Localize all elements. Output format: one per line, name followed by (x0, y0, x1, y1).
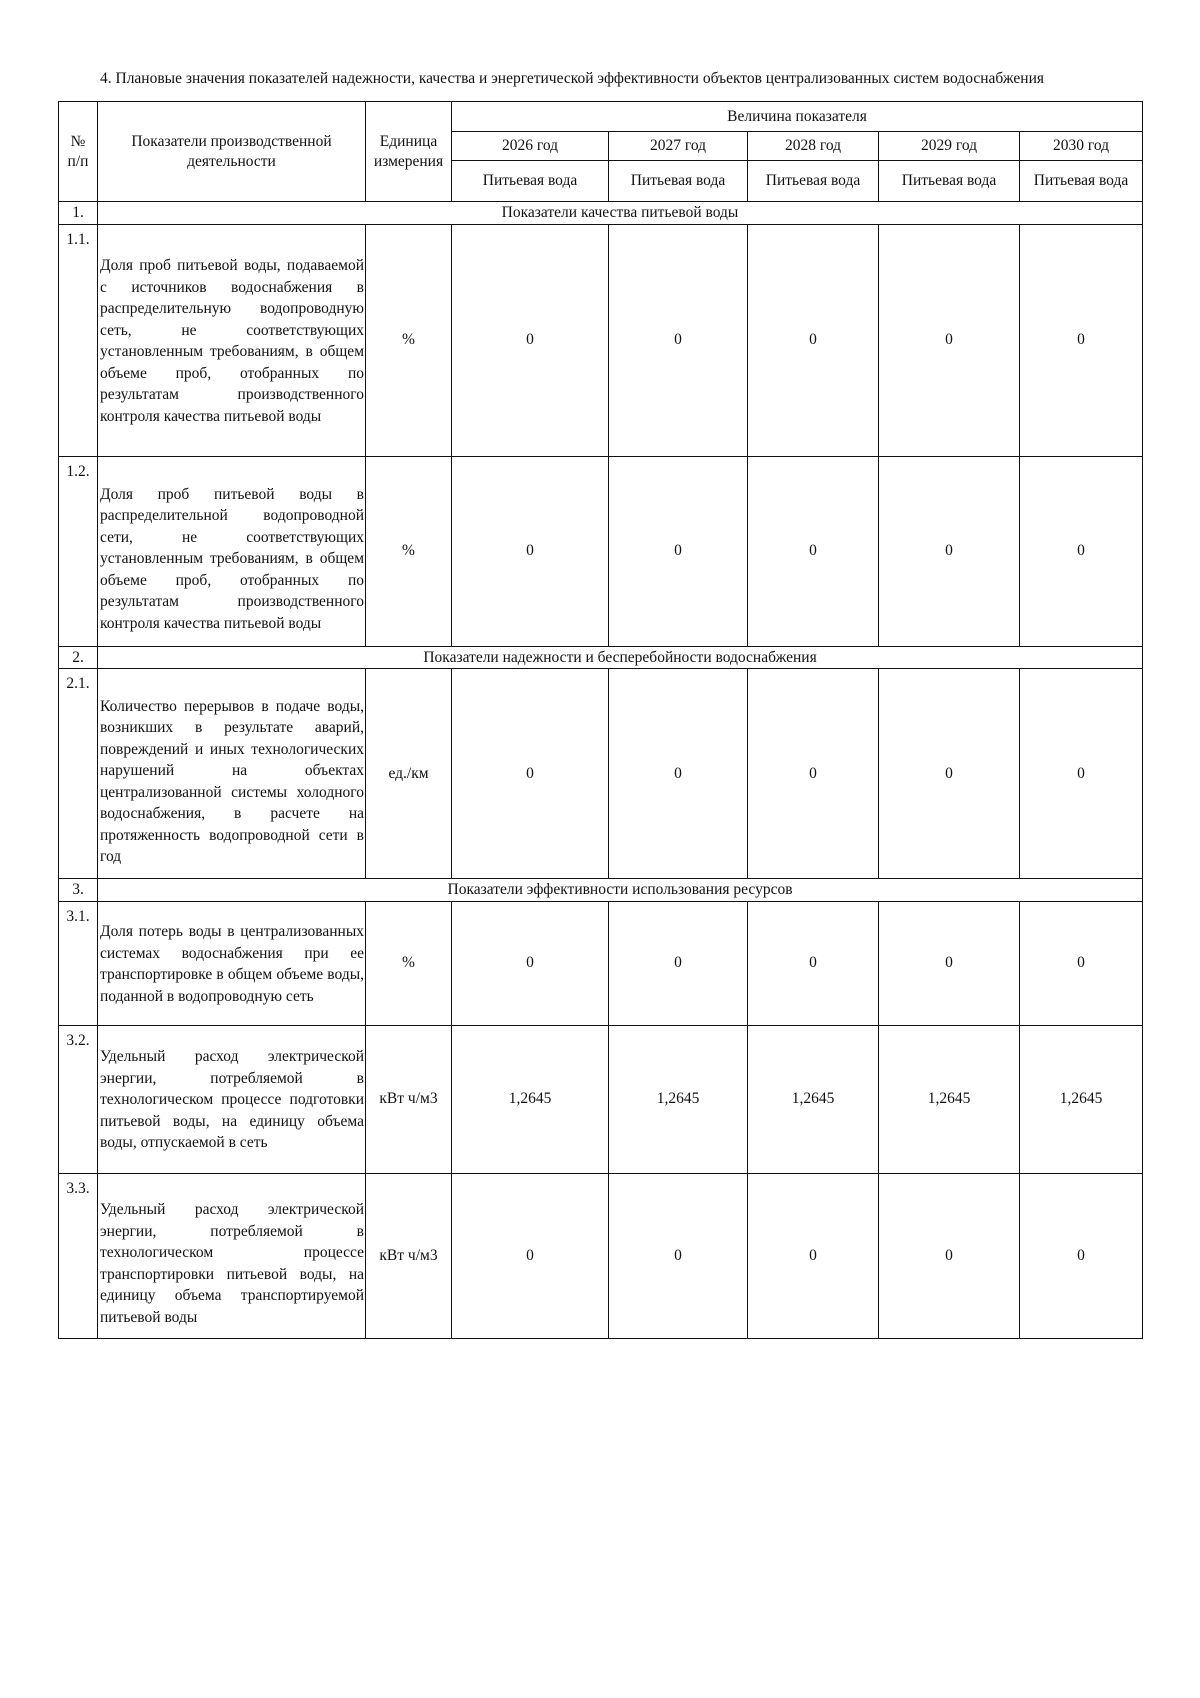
indicator-name-text: Удельный расход электрической энергии, потребляемой в технологическом процессе подготовки питьевой воды, на единицу объема воды, отпускаемой в сеть (100, 1048, 364, 1152)
section-title: Показатели качества питьевой воды (98, 202, 1143, 225)
header-year: 2028 год (748, 132, 879, 161)
header-num: № п/п (59, 102, 98, 202)
value-cell: 0 (452, 901, 609, 1025)
section-title: Показатели эффективности использования ресурсов (98, 879, 1143, 902)
value-cell: 0 (1020, 669, 1143, 879)
unit-cell: % (366, 224, 452, 456)
value-cell: 0 (609, 1173, 748, 1338)
table-row (59, 669, 1143, 879)
value-cell: 0 (748, 1173, 879, 1338)
table-row (59, 1173, 1143, 1338)
indicator-name (98, 1025, 366, 1173)
section-number: 1. (59, 202, 98, 225)
value-cell: 1,2645 (1020, 1025, 1143, 1173)
value-cell: 1,2645 (748, 1025, 879, 1173)
document-title: 4. Плановые значения показателей надежности, качества и энергетической эффективности объектов централизованных систем водоснабжения (100, 70, 1045, 87)
indicator-name-text: Доля проб питьевой воды, подаваемой с источников водоснабжения в распределительную водопроводную сеть, не соответствующих установленным требованиям, в общем объеме проб, отобранных по результатам производственного контроля качества питьевой воды (100, 257, 364, 425)
value-cell: 0 (748, 669, 879, 879)
value-cell: 0 (1020, 901, 1143, 1025)
value-cell: 0 (1020, 224, 1143, 456)
unit-cell: кВт ч/м3 (366, 1173, 452, 1338)
value-cell: 0 (748, 224, 879, 456)
value-cell: 0 (609, 669, 748, 879)
indicator-name (98, 1173, 366, 1338)
indicator-name-text: Доля потерь воды в централизованных системах водоснабжения при ее транспортировке в общем объеме воды, поданной в водопроводную сеть (100, 923, 364, 1005)
header-year: 2026 год (452, 132, 609, 161)
value-cell: 0 (609, 456, 748, 646)
header-indicator: Показатели производственной деятельности (98, 102, 366, 202)
table-row (59, 456, 1143, 646)
row-number: 2.1. (59, 669, 98, 879)
indicator-name-text: Удельный расход электрической энергии, потребляемой в технологическом процессе транспортировки питьевой воды, на единицу объема транспортируемой питьевой воды (100, 1201, 364, 1326)
value-cell: 1,2645 (609, 1025, 748, 1173)
header-year: 2030 год (1020, 132, 1143, 161)
value-cell: 0 (879, 1173, 1020, 1338)
row-number: 3.2. (59, 1025, 98, 1173)
section-row (59, 202, 1143, 225)
unit-cell: % (366, 456, 452, 646)
indicator-name (98, 669, 366, 879)
indicators-table (58, 101, 1143, 1339)
table-row (59, 901, 1143, 1025)
table-row (59, 1025, 1143, 1173)
section-row (59, 879, 1143, 902)
header-water-type: Питьевая вода (452, 161, 609, 202)
value-cell: 0 (452, 1173, 609, 1338)
section-title: Показатели надежности и бесперебойности водоснабжения (98, 646, 1143, 669)
row-number: 1.2. (59, 456, 98, 646)
section-number: 2. (59, 646, 98, 669)
header-water-type: Питьевая вода (1020, 161, 1143, 202)
value-cell: 0 (452, 669, 609, 879)
value-cell: 0 (1020, 456, 1143, 646)
indicator-name-text: Доля проб питьевой воды в распределительной водопроводной сети, не соответствующих установленным требованиям, в общем объеме проб, отобранных по результатам производственного контроля качества питьевой воды (100, 485, 364, 632)
value-cell: 0 (452, 224, 609, 456)
indicator-name (98, 901, 366, 1025)
row-number: 1.1. (59, 224, 98, 456)
value-cell: 0 (609, 901, 748, 1025)
unit-cell: % (366, 901, 452, 1025)
value-cell: 0 (879, 669, 1020, 879)
value-cell: 0 (879, 901, 1020, 1025)
value-cell: 1,2645 (879, 1025, 1020, 1173)
unit-cell: ед./км (366, 669, 452, 879)
value-cell: 0 (748, 456, 879, 646)
value-cell: 1,2645 (452, 1025, 609, 1173)
value-cell: 0 (1020, 1173, 1143, 1338)
header-water-type: Питьевая вода (609, 161, 748, 202)
header-value: Величина показателя (452, 102, 1143, 132)
header-year: 2029 год (879, 132, 1020, 161)
section-number: 3. (59, 879, 98, 902)
table-row (59, 224, 1143, 456)
unit-cell: кВт ч/м3 (366, 1025, 452, 1173)
indicator-name (98, 456, 366, 646)
indicator-name-text: Количество перерывов в подаче воды, возникших в результате аварий, повреждений и иных технологических нарушений на объектах централизованной системы холодного водоснабжения, в расчете на протяженность водопроводной сети в год (100, 697, 364, 865)
row-number: 3.3. (59, 1173, 98, 1338)
value-cell: 0 (609, 224, 748, 456)
value-cell: 0 (748, 901, 879, 1025)
section-row (59, 646, 1143, 669)
row-number: 3.1. (59, 901, 98, 1025)
indicator-name (98, 224, 366, 456)
header-unit: Единица измерения (366, 102, 452, 202)
header-water-type: Питьевая вода (879, 161, 1020, 202)
header-water-type: Питьевая вода (748, 161, 879, 202)
header-year: 2027 год (609, 132, 748, 161)
header-row-1 (59, 102, 1143, 132)
value-cell: 0 (879, 224, 1020, 456)
value-cell: 0 (452, 456, 609, 646)
value-cell: 0 (879, 456, 1020, 646)
